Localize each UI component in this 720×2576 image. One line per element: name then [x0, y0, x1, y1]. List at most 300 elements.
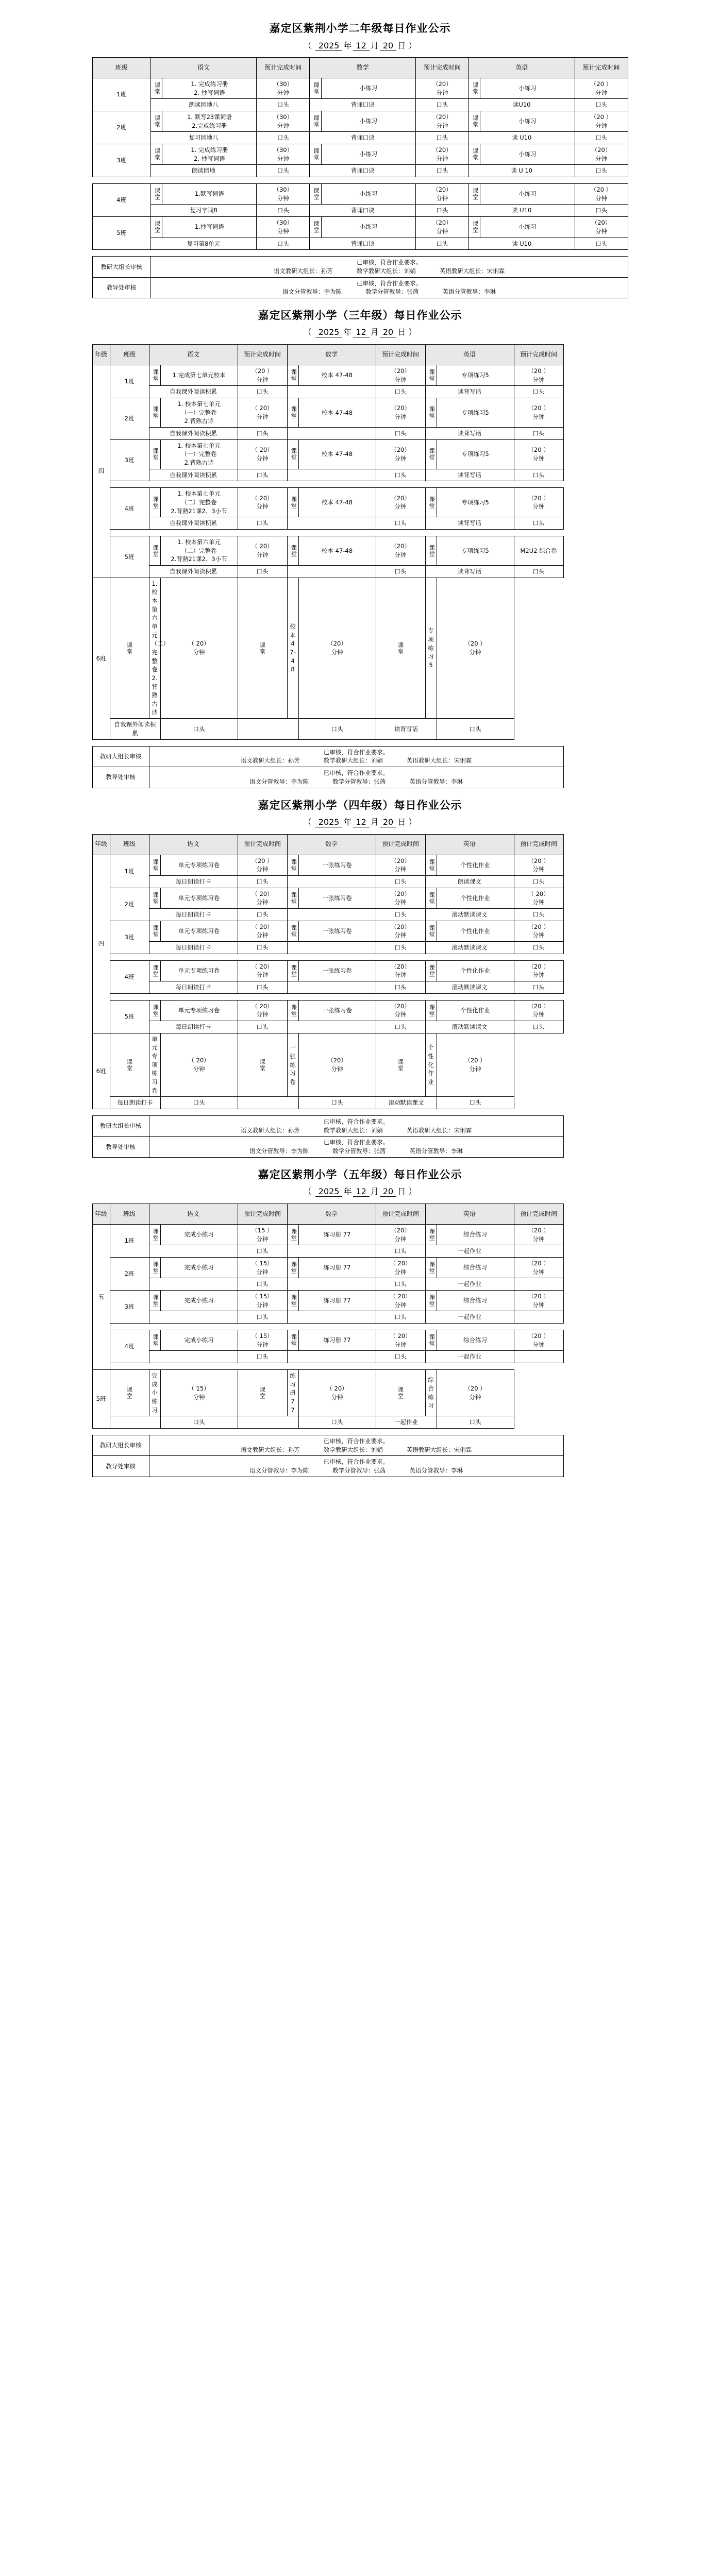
classroom-label-cell — [425, 1330, 437, 1350]
classroom-label-cell — [287, 921, 298, 941]
english-oral-task: 读背写话 — [425, 427, 514, 439]
table-row — [92, 875, 628, 888]
english-oral-time: 口头 — [514, 517, 563, 530]
chinese-time-line: 分钟 — [256, 376, 269, 383]
document-date — [0, 1185, 720, 1198]
chinese-oral-time: 口头 — [238, 981, 287, 993]
classroom-label-cell — [150, 78, 162, 99]
chinese-time-line: （ 20） — [188, 640, 210, 648]
day-char: 日 ） — [397, 40, 417, 50]
english-task: 综合练习 — [437, 1224, 514, 1245]
classroom-label: 课堂 — [126, 1386, 133, 1400]
year-char: 年 — [343, 1187, 352, 1197]
chinese-time-line: 分钟 — [277, 155, 289, 162]
approval-signer-0-0: 语文教研大组长：孙芳 — [240, 1446, 300, 1453]
math-task: 练习册 77 — [298, 1330, 376, 1350]
chinese-task-line: 2. 抄写词语 — [194, 155, 225, 162]
math-time — [376, 488, 425, 517]
approval-signer-0-2: 英语教研大组长：宋俐霖 — [406, 1446, 472, 1453]
english-time-line: 分钟 — [469, 1065, 481, 1073]
classroom-label-cell — [425, 488, 437, 517]
table-row — [92, 1290, 628, 1311]
english-task: 综合练习 — [437, 1257, 514, 1278]
document-title: 嘉定区紫荆小学（五年级）每日作业公示 — [258, 1168, 462, 1181]
english-time — [514, 888, 563, 908]
chinese-task-line: 完成小练习 — [184, 1264, 214, 1272]
table-row — [92, 719, 628, 739]
math-time-line: （20） — [391, 962, 410, 970]
classroom-label-cell — [149, 1224, 160, 1245]
math-time-line: 分钟 — [331, 649, 343, 656]
chinese-task-line: 1.完成第七单元校本 — [172, 371, 226, 379]
chinese-time — [257, 111, 310, 132]
english-oral-time: 口头 — [514, 908, 563, 921]
chinese-oral-task: 每日朗读打卡 — [110, 1097, 160, 1109]
date-year: 2025 — [315, 1187, 343, 1197]
table-row — [92, 144, 628, 165]
chinese-oral-task: 自我课外阅读积累 — [149, 469, 238, 481]
year-char: 年 — [343, 327, 352, 337]
chinese-task — [160, 365, 238, 385]
english-time-line: 分钟 — [469, 649, 481, 656]
english-oral-time — [514, 1245, 563, 1258]
table-row — [92, 398, 628, 427]
column-header-0: 班级 — [92, 58, 150, 78]
english-time — [575, 78, 628, 99]
math-time-line: （20） — [391, 404, 410, 412]
chinese-time-line: （ 20） — [252, 962, 273, 970]
chinese-oral-time: 口头 — [160, 1097, 238, 1109]
table-row — [92, 981, 628, 993]
chinese-time-line: 分钟 — [256, 899, 269, 906]
spacer-cell — [92, 1428, 563, 1435]
month-char: 月 — [370, 40, 379, 50]
chinese-oral-time: 口头 — [238, 1351, 287, 1363]
math-oral-time: 口头 — [376, 1021, 425, 1033]
class-label: 4班 — [92, 184, 150, 217]
classroom-label: 课堂 — [290, 924, 298, 938]
chinese-task-line: 2.背熟21课2、3小节 — [171, 555, 227, 563]
class-label: 6班 — [92, 578, 110, 739]
chinese-task — [160, 855, 238, 875]
math-task: 小练习 — [321, 78, 415, 99]
english-task: 小练习 — [480, 78, 575, 99]
chinese-oral-time: 口头 — [238, 469, 287, 481]
grade-label-cell — [92, 365, 110, 578]
math-task: 一张练习卷 — [298, 1000, 376, 1021]
chinese-time-line: （30） — [273, 113, 293, 121]
table-row — [92, 578, 628, 719]
chinese-time-line: 分钟 — [256, 931, 269, 939]
table-row — [92, 888, 628, 908]
classroom-label-cell — [468, 217, 480, 238]
classroom-label-cell — [149, 888, 160, 908]
english-time-line: 分钟 — [532, 503, 545, 511]
classroom-label-cell — [425, 1257, 437, 1278]
classroom-label-cell — [287, 888, 298, 908]
math-task: 练习册 77 — [298, 1257, 376, 1278]
homework-table-grade3 — [92, 344, 628, 788]
english-oral-time: 口头 — [575, 238, 628, 250]
chinese-time-line: （ 20） — [252, 494, 273, 502]
grade-label: 五 — [97, 1293, 105, 1301]
classroom-label: 课堂 — [428, 1294, 436, 1308]
classroom-label-cell — [110, 1369, 149, 1416]
group-spacer — [92, 530, 628, 536]
math-oral-time: 口头 — [298, 1416, 376, 1429]
chinese-time — [238, 1257, 287, 1278]
group-spacer — [92, 954, 628, 960]
classroom-label: 课堂 — [428, 496, 436, 509]
table-row — [92, 78, 628, 99]
math-oral-task: 背诵口诀 — [310, 238, 416, 250]
math-task: 一张练习卷 — [298, 888, 376, 908]
table-row — [92, 908, 628, 921]
spacer-cell — [92, 177, 628, 184]
classroom-label: 课堂 — [152, 858, 160, 872]
english-time-line: （20 ） — [464, 640, 486, 648]
english-time-line: （20 ） — [464, 1384, 486, 1392]
chinese-time — [238, 488, 287, 517]
class-label: 3班 — [92, 144, 150, 177]
english-time — [514, 921, 563, 941]
classroom-label: 课堂 — [428, 964, 436, 977]
approval-statement-1: 已审核，符合作业要求。 — [323, 1139, 389, 1146]
chinese-oral-time: 口头 — [160, 719, 238, 739]
homework-table-grade4 — [92, 834, 628, 1158]
classroom-label-cell — [149, 960, 160, 981]
chinese-task-line: 1. 校本第六单元 — [152, 580, 158, 639]
classroom-label: 课堂 — [290, 1334, 298, 1347]
chinese-time-line: （ 20） — [252, 404, 273, 412]
classroom-label-cell — [287, 960, 298, 981]
english-time — [514, 488, 563, 517]
classroom-label: 课堂 — [154, 82, 161, 95]
math-oral-time: 口头 — [376, 908, 425, 921]
english-task: 个性化作业 — [437, 921, 514, 941]
chinese-time-line: （ 15） — [252, 1292, 273, 1300]
math-oral-time: 口头 — [298, 719, 376, 739]
table-row — [92, 427, 628, 439]
english-oral-task: 滚动默读课文 — [425, 941, 514, 954]
column-header-5: 英语 — [468, 58, 575, 78]
math-time — [376, 439, 425, 469]
english-oral-time: 口头 — [437, 1416, 514, 1429]
day-char: 日 ） — [397, 1187, 417, 1197]
chinese-task-line: 2.背熟古诗 — [184, 417, 214, 425]
document-title: 嘉定区紫荆小学（三年级）每日作业公示 — [258, 309, 462, 321]
document-date — [0, 326, 720, 339]
approval-row — [92, 1137, 628, 1157]
spacer-cell — [92, 250, 628, 257]
class-label: 6班 — [92, 1033, 110, 1109]
chinese-task — [162, 184, 257, 205]
classroom-label: 课堂 — [428, 1334, 436, 1347]
chinese-time-line: 分钟 — [256, 1268, 269, 1276]
classroom-label-cell — [149, 1330, 160, 1350]
chinese-task-line: 单元专项练习卷 — [178, 861, 220, 869]
english-time-line: （20 ） — [590, 80, 612, 88]
english-time — [575, 217, 628, 238]
classroom-label-cell — [310, 78, 322, 99]
math-oral-time: 口头 — [376, 427, 425, 439]
grade-section-grade3 — [0, 308, 720, 788]
chinese-oral-time: 口头 — [257, 238, 310, 250]
math-task: 一张练习卷 — [287, 1033, 298, 1097]
chinese-task — [162, 78, 257, 99]
math-oral-time: 口头 — [376, 566, 425, 578]
classroom-label: 课堂 — [152, 1334, 160, 1347]
class-label: 1班 — [92, 78, 150, 111]
table-row — [92, 439, 628, 469]
classroom-label-cell — [149, 365, 160, 385]
paren-open: （ — [303, 817, 314, 827]
date-month: 12 — [353, 41, 370, 51]
class-label: 1班 — [110, 855, 149, 888]
math-oral-time: 口头 — [415, 165, 468, 177]
grade-section-grade5 — [0, 1167, 720, 1477]
math-oral-task — [287, 1278, 376, 1291]
classroom-label: 课堂 — [397, 1058, 405, 1072]
month-char: 月 — [370, 1187, 379, 1197]
column-header-5: 预计完成时间 — [376, 1204, 425, 1224]
column-header-4: 数学 — [287, 1204, 376, 1224]
classroom-label: 课堂 — [152, 891, 160, 905]
table-row — [92, 132, 628, 144]
english-oral-time: 口头 — [575, 132, 628, 144]
approval-spacer — [92, 739, 628, 746]
chinese-task — [149, 1369, 160, 1416]
classroom-label-cell — [149, 488, 160, 517]
classroom-label: 课堂 — [290, 496, 298, 509]
math-oral-task: 背诵口诀 — [310, 99, 416, 111]
chinese-time-line: （ 20） — [188, 1057, 210, 1064]
class-label: 5班 — [92, 1369, 110, 1428]
column-header-4: 预计完成时间 — [415, 58, 468, 78]
math-time-line: 分钟 — [394, 1011, 407, 1019]
classroom-label-cell — [287, 1000, 298, 1021]
date-year: 2025 — [315, 327, 343, 337]
classroom-label-cell — [149, 439, 160, 469]
chinese-oral-time: 口头 — [238, 386, 287, 398]
chinese-task — [160, 1257, 238, 1278]
english-oral-task: 滚动默读课文 — [425, 1021, 514, 1033]
approval-row — [92, 1435, 628, 1455]
classroom-label: 课堂 — [290, 369, 298, 382]
math-time — [298, 1033, 376, 1097]
approval-signers-1 — [152, 1466, 561, 1475]
english-task: 专项练习5 — [437, 488, 514, 517]
spacer-cell — [110, 954, 628, 960]
approval-label-0: 教研大组长审核 — [92, 746, 149, 767]
english-task: 专项练习5 — [437, 365, 514, 385]
english-task: 专项练习5 — [425, 578, 437, 719]
classroom-label-cell — [425, 439, 437, 469]
group-spacer — [92, 1323, 628, 1330]
classroom-label-cell — [310, 184, 322, 205]
classroom-label-cell — [238, 578, 287, 719]
spacer-cell — [110, 1363, 628, 1369]
english-time — [575, 111, 628, 132]
column-header-5: 预计完成时间 — [376, 834, 425, 855]
classroom-label-cell — [287, 1224, 298, 1245]
chinese-oral-task: 每日朗读打卡 — [149, 875, 238, 888]
approval-signers-0 — [152, 1446, 561, 1454]
english-oral-time: 口头 — [514, 427, 563, 439]
classroom-label: 课堂 — [152, 496, 160, 509]
english-time-line: M2U2 综合卷 — [520, 547, 557, 554]
chinese-task-line: （二）完整卷 — [181, 499, 217, 506]
math-time-line: （ 20） — [326, 1384, 348, 1392]
math-time — [415, 144, 468, 165]
chinese-time — [238, 921, 287, 941]
classroom-label-cell — [425, 365, 437, 385]
approval-signer-1-0: 语文分管教导：李为陈 — [249, 1466, 309, 1474]
english-oral-task: 滚动默读课文 — [425, 908, 514, 921]
english-time-line: 分钟 — [595, 122, 608, 129]
english-oral-time: 口头 — [514, 386, 563, 398]
table-row — [92, 1033, 628, 1097]
chinese-time-line: （ 20） — [252, 923, 273, 930]
approval-signer-0-1: 数学教研大组长：刘娟 — [356, 267, 416, 275]
classroom-label: 课堂 — [290, 1261, 298, 1275]
chinese-time-line: 分钟 — [277, 194, 289, 202]
classroom-label: 课堂 — [152, 369, 160, 382]
class-label: 1班 — [110, 1224, 149, 1257]
math-oral-time: 口头 — [376, 1245, 425, 1258]
english-oral-task: 读背写话 — [425, 517, 514, 530]
english-time-line: （20 ） — [528, 1002, 549, 1010]
chinese-oral-time: 口头 — [238, 517, 287, 530]
approval-signer-1-0: 语文分管教导：李为陈 — [249, 1147, 309, 1155]
chinese-oral-task: 每日朗读打卡 — [149, 908, 238, 921]
math-task: 小练习 — [321, 184, 415, 205]
approval-signer-1-1: 数学分管教导：张茜 — [332, 777, 386, 785]
chinese-time — [257, 184, 310, 205]
chinese-oral-time: 口头 — [238, 566, 287, 578]
english-task: 个性化作业 — [437, 1000, 514, 1021]
chinese-time — [257, 78, 310, 99]
math-oral-task — [287, 386, 376, 398]
math-time-line: 分钟 — [394, 899, 407, 906]
chinese-task-line: （一）完整卷 — [181, 409, 217, 416]
approval-statement-0: 已审核，符合作业要求。 — [323, 748, 389, 756]
math-time — [415, 111, 468, 132]
class-label: 5班 — [110, 1000, 149, 1033]
math-time — [376, 888, 425, 908]
classroom-label: 课堂 — [312, 148, 320, 161]
chinese-oral-task: 复习第8单元 — [150, 238, 257, 250]
classroom-label: 课堂 — [259, 641, 266, 655]
chinese-time-line: （ 15） — [252, 1332, 273, 1340]
classroom-label-cell — [149, 921, 160, 941]
column-header-6: 英语 — [425, 344, 514, 365]
classroom-label-cell — [310, 144, 322, 165]
english-time-line: 分钟 — [532, 866, 545, 873]
math-time — [376, 1000, 425, 1021]
english-time-line: （20 ） — [528, 404, 549, 412]
math-oral-time: 口头 — [376, 517, 425, 530]
english-oral-task: 一起作业 — [425, 1278, 514, 1291]
chinese-time-line: （20 ） — [252, 857, 273, 865]
approval-signer-0-0: 语文教研大组长：孙芳 — [273, 267, 333, 275]
column-header-2: 语文 — [149, 834, 238, 855]
day-char: 日 ） — [397, 817, 417, 827]
chinese-oral-time: 口头 — [257, 205, 310, 217]
math-time-line: （ 20） — [390, 1292, 411, 1300]
english-time-line: （20 ） — [528, 1292, 549, 1300]
approval-signer-1-1: 数学分管教导：张茜 — [365, 288, 419, 296]
classroom-label: 课堂 — [312, 221, 320, 234]
chinese-oral-task — [149, 1351, 238, 1363]
math-oral-time: 口头 — [376, 1351, 425, 1363]
chinese-time — [160, 1369, 238, 1416]
math-oral-task: 背诵口诀 — [310, 132, 416, 144]
chinese-task-line: 1. 完成练习册 — [191, 146, 228, 154]
english-oral-time: 口头 — [437, 719, 514, 739]
group-spacer — [92, 481, 628, 488]
english-time — [514, 1330, 563, 1350]
chinese-time — [160, 1033, 238, 1097]
chinese-time-line: 分钟 — [256, 1235, 269, 1243]
chinese-task-line: 1. 完成练习册 — [191, 80, 228, 88]
grade-label-cell — [92, 855, 110, 1033]
classroom-label-cell — [376, 1033, 425, 1097]
day-char: 日 ） — [397, 327, 417, 337]
classroom-label-cell — [149, 855, 160, 875]
table-body — [92, 855, 628, 1157]
english-time — [437, 1033, 514, 1097]
math-time-line: 分钟 — [394, 551, 407, 559]
spacer-cell — [110, 1323, 628, 1330]
chinese-time-line: 分钟 — [256, 551, 269, 559]
classroom-label-cell — [149, 1290, 160, 1311]
chinese-task — [160, 1224, 238, 1245]
math-task: 校本 47-48 — [298, 398, 376, 427]
english-oral-task: 滚动默读课文 — [376, 1097, 437, 1109]
chinese-task-line: 单元专项练习卷 — [178, 1006, 220, 1014]
chinese-time-line: 分钟 — [256, 1301, 269, 1309]
class-label: 5班 — [110, 536, 149, 578]
math-oral-time: 口头 — [376, 981, 425, 993]
english-oral-time: 口头 — [437, 1097, 514, 1109]
math-oral-task: 背诵口诀 — [310, 205, 416, 217]
classroom-label-cell — [287, 855, 298, 875]
classroom-label: 课堂 — [152, 1261, 160, 1275]
column-header-5: 预计完成时间 — [376, 344, 425, 365]
chinese-time-line: （30） — [273, 219, 293, 227]
column-header-0: 年级 — [92, 344, 110, 365]
chinese-oral-time: 口头 — [238, 1021, 287, 1033]
month-char: 月 — [370, 817, 379, 827]
year-char: 年 — [343, 40, 352, 50]
classroom-label-cell — [376, 578, 425, 719]
chinese-oral-task: 自我课外阅读积累 — [149, 386, 238, 398]
grade-label: 四 — [97, 468, 105, 475]
chinese-oral-task: 每日朗读打卡 — [149, 981, 238, 993]
column-header-3: 预计完成时间 — [238, 344, 287, 365]
column-header-6: 英语 — [425, 1204, 514, 1224]
english-time-line: 分钟 — [532, 1235, 545, 1243]
classroom-label: 课堂 — [154, 148, 161, 161]
chinese-oral-time: 口头 — [238, 1245, 287, 1258]
classroom-label-cell — [425, 398, 437, 427]
chinese-time — [257, 217, 310, 238]
approval-row — [92, 746, 628, 767]
english-time-line: 分钟 — [532, 454, 545, 462]
chinese-task-line: 单元专项练习卷 — [178, 894, 220, 902]
spacer-cell — [92, 1109, 563, 1116]
